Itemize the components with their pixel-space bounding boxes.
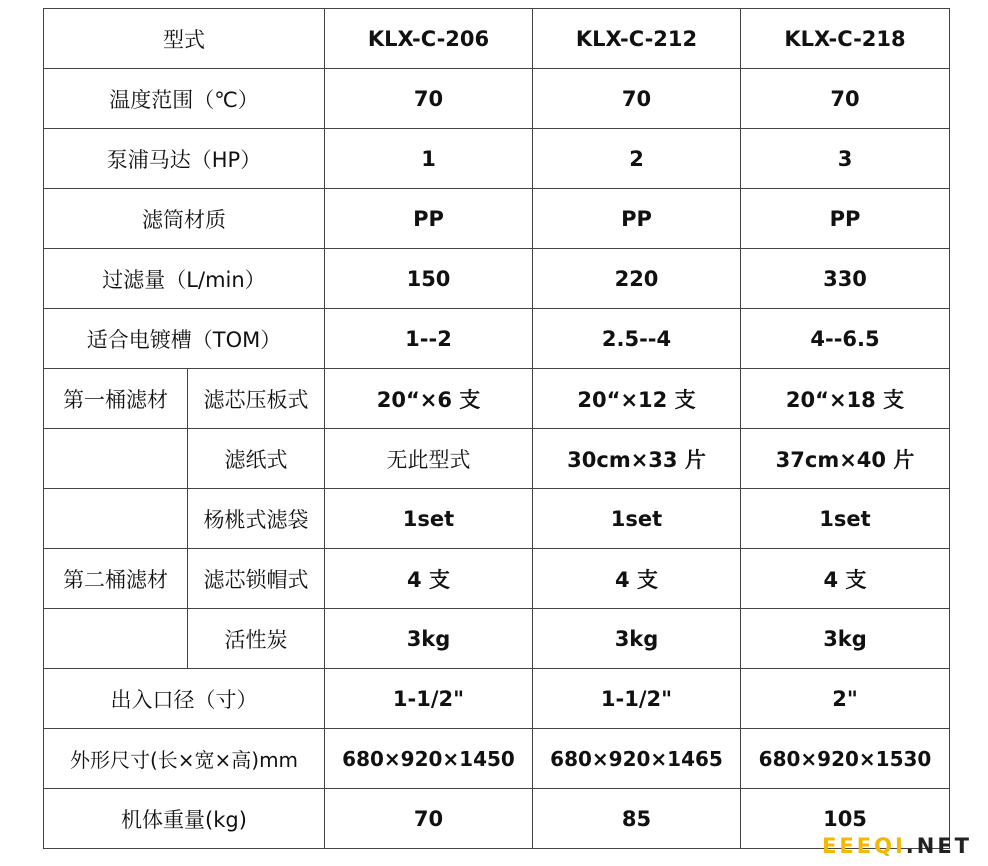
cell: 680×920×1530	[741, 729, 950, 789]
row-label: 滤筒材质	[44, 189, 325, 249]
row-label: 适合电镀槽（TOM）	[44, 309, 325, 369]
spec-table	[43, 8, 950, 849]
row-label: 杨桃式滤袋	[188, 489, 325, 549]
table-row-flow	[44, 249, 950, 309]
cell: 220	[533, 249, 741, 309]
cell: 3	[741, 129, 950, 189]
row-label: 活性炭	[188, 609, 325, 669]
table-row-port	[44, 669, 950, 729]
table-row-size	[44, 729, 950, 789]
cell: 30cm×33 片	[533, 429, 741, 489]
table-row-b2-cap	[44, 549, 950, 609]
model-3: KLX-C-218	[741, 9, 950, 69]
row-label: 滤纸式	[188, 429, 325, 489]
row-label: 滤芯压板式	[188, 369, 325, 429]
model-2: KLX-C-212	[533, 9, 741, 69]
row-label: 温度范围（℃）	[44, 69, 325, 129]
group-label-empty	[44, 429, 188, 489]
table-row-weight	[44, 789, 950, 849]
cell: 37cm×40 片	[741, 429, 950, 489]
watermark	[822, 834, 972, 858]
group-label-empty	[44, 609, 188, 669]
table-row-b2-bag	[44, 489, 950, 549]
row-label: 机体重量(kg)	[44, 789, 325, 849]
group-label: 第一桶滤材	[44, 369, 188, 429]
table-row-b1-plate	[44, 369, 950, 429]
row-label: 出入口径（寸）	[44, 669, 325, 729]
cell: 2.5--4	[533, 309, 741, 369]
cell: 无此型式	[325, 429, 533, 489]
cell: 20“×6 支	[325, 369, 533, 429]
cell: 1-1/2"	[325, 669, 533, 729]
cell: 330	[741, 249, 950, 309]
group-label: 第二桶滤材	[44, 549, 188, 609]
row-label: 过滤量（L/min）	[44, 249, 325, 309]
cell: 70	[325, 789, 533, 849]
table-row-material	[44, 189, 950, 249]
cell: 20“×18 支	[741, 369, 950, 429]
cell: 4 支	[741, 549, 950, 609]
table-row-b1-paper	[44, 429, 950, 489]
cell: 1set	[533, 489, 741, 549]
cell: 70	[533, 69, 741, 129]
model-1: KLX-C-206	[325, 9, 533, 69]
cell: 4--6.5	[741, 309, 950, 369]
table-row-temp	[44, 69, 950, 129]
row-label: 泵浦马达（HP）	[44, 129, 325, 189]
cell: PP	[533, 189, 741, 249]
cell: 1-1/2"	[533, 669, 741, 729]
cell: 3kg	[533, 609, 741, 669]
cell: 1set	[741, 489, 950, 549]
cell: 105	[741, 789, 950, 849]
cell: 1set	[325, 489, 533, 549]
row-label: 外形尺寸(长×宽×高)mm	[44, 729, 325, 789]
cell: 20“×12 支	[533, 369, 741, 429]
cell: 4 支	[533, 549, 741, 609]
cell: 680×920×1465	[533, 729, 741, 789]
cell: 70	[741, 69, 950, 129]
group-label-empty	[44, 489, 188, 549]
cell: 680×920×1450	[325, 729, 533, 789]
watermark-part1: EEEQI	[822, 834, 906, 858]
cell: 1--2	[325, 309, 533, 369]
cell: 1	[325, 129, 533, 189]
table-row-b2-carbon	[44, 609, 950, 669]
row-label: 滤芯锁帽式	[188, 549, 325, 609]
cell: 3kg	[325, 609, 533, 669]
table-row-tank	[44, 309, 950, 369]
cell: PP	[741, 189, 950, 249]
cell: 150	[325, 249, 533, 309]
cell: 70	[325, 69, 533, 129]
table-row-pump	[44, 129, 950, 189]
cell: 4 支	[325, 549, 533, 609]
watermark-part2: .NET	[905, 834, 972, 858]
table-row-header	[44, 9, 950, 69]
cell: 2	[533, 129, 741, 189]
cell: 3kg	[741, 609, 950, 669]
header-label: 型式	[44, 9, 325, 69]
cell: 2"	[741, 669, 950, 729]
cell: PP	[325, 189, 533, 249]
cell: 85	[533, 789, 741, 849]
